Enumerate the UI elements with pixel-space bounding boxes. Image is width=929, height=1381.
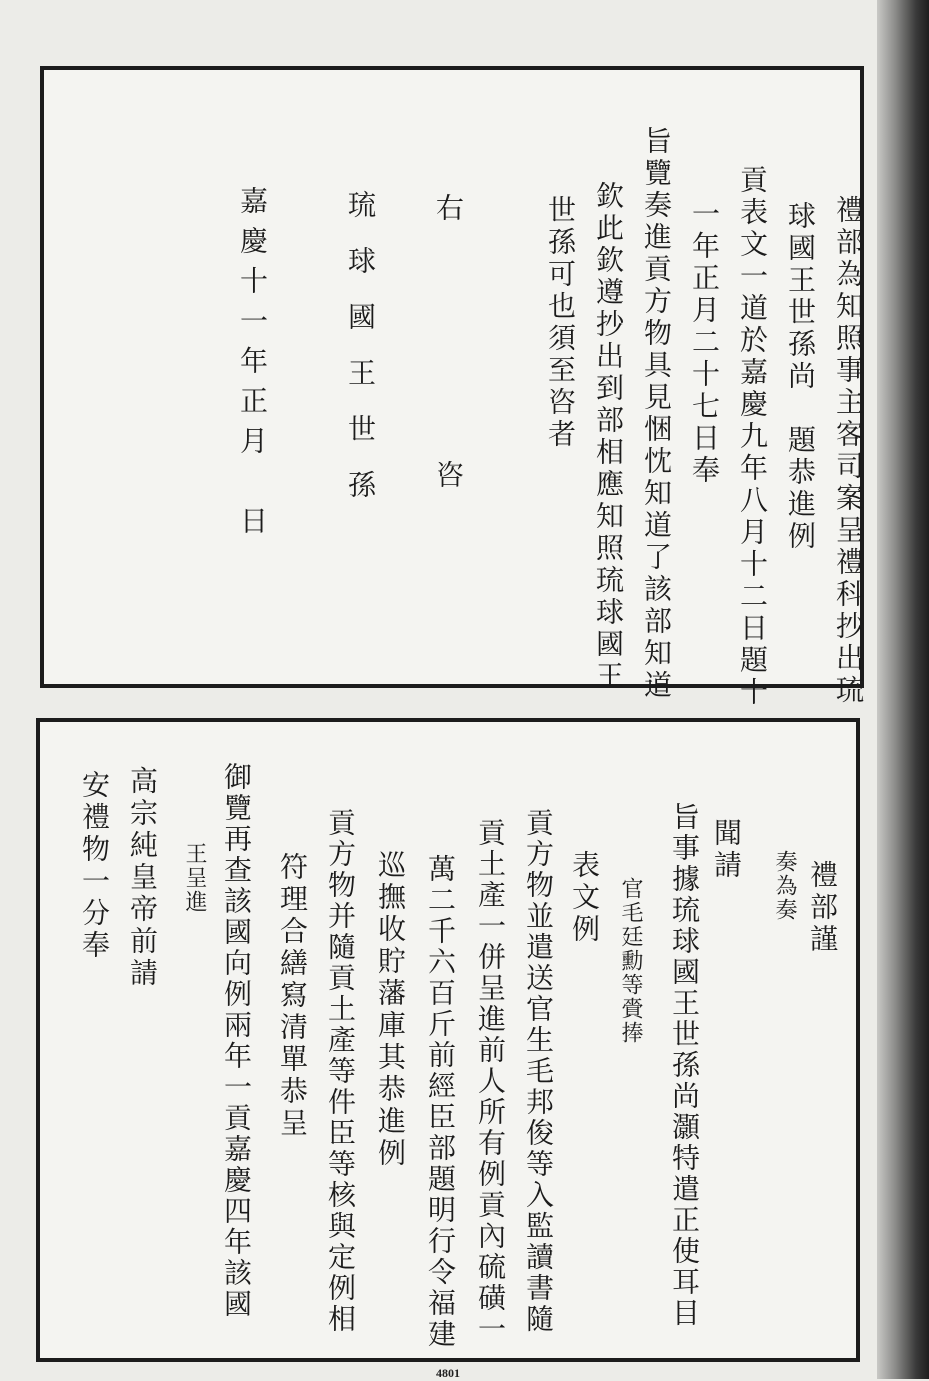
text-column: 貢土產一併呈進前人所有例貢內硫磺一 (474, 818, 507, 1345)
text-column: 貢方物並遣送官生毛邦俊等入監讀書隨 (522, 808, 555, 1335)
text-column: 咨 (432, 460, 465, 492)
bottom-document-panel (36, 718, 860, 1362)
text-column: 奏為奏 (772, 850, 797, 922)
text-column: 琉球國王世孫 (344, 190, 377, 526)
text-column: 聞請 (710, 818, 743, 882)
text-column: 禮部謹 (806, 860, 839, 956)
book-binding-shadow (877, 0, 929, 1379)
page-number: 4801 (436, 1366, 460, 1380)
text-column: 符理合繕寫清單恭呈 (276, 852, 309, 1140)
text-column: 御覽再查該國向例兩年一貢嘉慶四年該國 (220, 762, 253, 1320)
text-column: 一年正月二十七日奉 (688, 199, 721, 487)
text-column: 巡撫收貯藩庫其恭進例 (374, 850, 407, 1170)
text-column: 表文例 (568, 850, 601, 946)
text-column: 貢表文一道於嘉慶九年八月十二日題十 (736, 165, 769, 709)
text-column: 禮部為知照事主客司案呈禮科抄出琉 (832, 195, 865, 707)
text-column: 高宗純皇帝前請 (126, 766, 159, 990)
text-column: 欽此欽遵抄出到部相應知照琉球國王 (592, 181, 625, 693)
text-column: 官毛廷勳等賫捧 (618, 877, 643, 1045)
top-document-panel (40, 66, 865, 709)
text-column: 嘉慶十一年正月 日 (236, 186, 269, 546)
text-column: 貢方物并隨貢土產等件臣等核與定例相 (324, 808, 357, 1335)
text-column: 右 (432, 193, 465, 225)
text-column: 旨覽奏進貢方物具見悃忱知道了該部知道 (640, 126, 673, 702)
text-column: 萬二千六百斤前經臣部題明行令福建 (424, 854, 457, 1350)
text-column: 王呈進 (182, 842, 207, 914)
text-column: 球國王世孫尚 題恭進例 (784, 201, 817, 553)
text-column: 旨事據琉球國王世孫尚灝特遣正使耳目 (668, 802, 701, 1329)
text-column: 世孫可也須至咨者 (544, 195, 577, 451)
text-column: 安禮物一分奉 (78, 770, 111, 962)
